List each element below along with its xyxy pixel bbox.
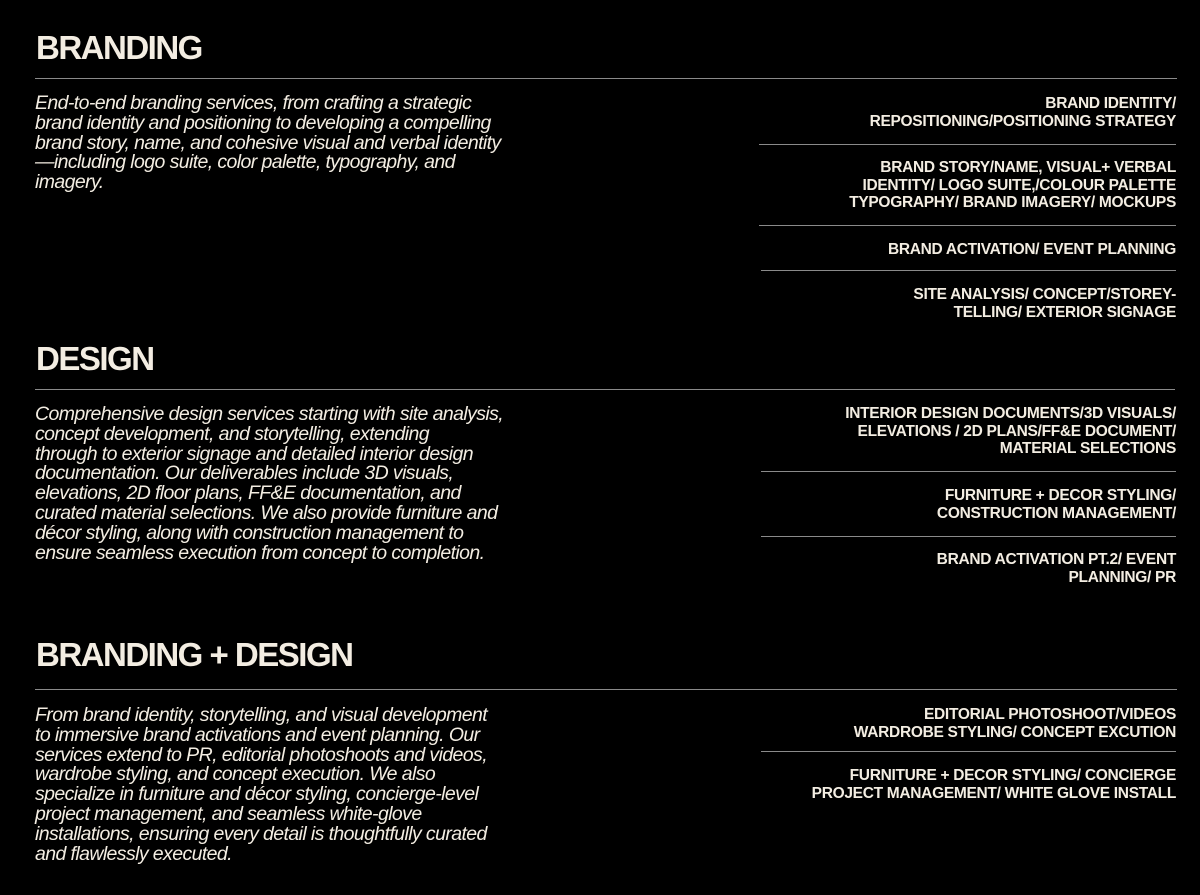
- service-item: BRAND ACTIVATION PT.2/ EVENT PLANNING/ PR: [936, 551, 1176, 586]
- service-item: FURNITURE + DECOR STYLING/ CONCIERGE PROJECT MANAGEMENT/ WHITE GLOVE INSTALL: [811, 767, 1176, 802]
- service-divider: [759, 144, 1176, 145]
- section-description: Comprehensive design services starting with site analysis, concept development, and storytelling, extending through to exterior signage and detailed interior design documentation. Our deliverables include 3D visuals, elevations, 2D floor plans, FF&E documentation, and curated material selections. We also provide furniture and décor styling, along with construction management to ensure seamless execution from concept to completion.: [35, 403, 504, 564]
- service-item: BRAND ACTIVATION/ EVENT PLANNING: [887, 241, 1176, 258]
- section-description: From brand identity, storytelling, and visual development to immersive brand activations and event planning. Our services extend to PR, editorial photoshoots and videos, wardrobe styling, and concept execution. We also specialize in furniture and décor styling, concierge-level project management, and seamless white-glove installations, ensuring every detail is thoughtfully curated and flawlessly executed.: [35, 704, 488, 865]
- service-item: SITE ANALYSIS/ CONCEPT/STOREY- TELLING/ EXTERIOR SIGNAGE: [913, 286, 1176, 321]
- service-item: EDITORIAL PHOTOSHOOT/VIDEOS WARDROBE STYLING/ CONCEPT EXCUTION: [853, 706, 1176, 741]
- section-divider: [35, 389, 1175, 390]
- section-title: BRANDING + DESIGN: [36, 636, 353, 673]
- service-item: BRAND IDENTITY/ REPOSITIONING/POSITIONING STRATEGY: [869, 95, 1176, 130]
- service-divider: [759, 225, 1176, 226]
- section-title: DESIGN: [36, 340, 154, 377]
- service-divider: [761, 751, 1176, 752]
- service-item: INTERIOR DESIGN DOCUMENTS/3D VISUALS/ ELEVATIONS / 2D PLANS/FF&E DOCUMENT/ MATERIAL SELECTIONS: [845, 405, 1176, 457]
- section-description: End-to-end branding services, from crafting a strategic brand identity and positioning to developing a compelling brand story, name, and cohesive visual and verbal identity —including logo suite, color palette, typography, and imagery.: [35, 92, 501, 194]
- section-divider: [35, 689, 1177, 690]
- service-item: BRAND STORY/NAME, VISUAL+ VERBAL IDENTITY/ LOGO SUITE,/COLOUR PALETTE TYPOGRAPHY/ BRAND IMAGERY/ MOCKUPS: [849, 159, 1176, 211]
- section-title: BRANDING: [36, 29, 202, 66]
- service-divider: [761, 270, 1176, 271]
- service-divider: [761, 536, 1176, 537]
- service-divider: [761, 471, 1176, 472]
- section-divider: [35, 78, 1177, 79]
- service-item: FURNITURE + DECOR STYLING/ CONSTRUCTION MANAGEMENT/: [936, 487, 1176, 522]
